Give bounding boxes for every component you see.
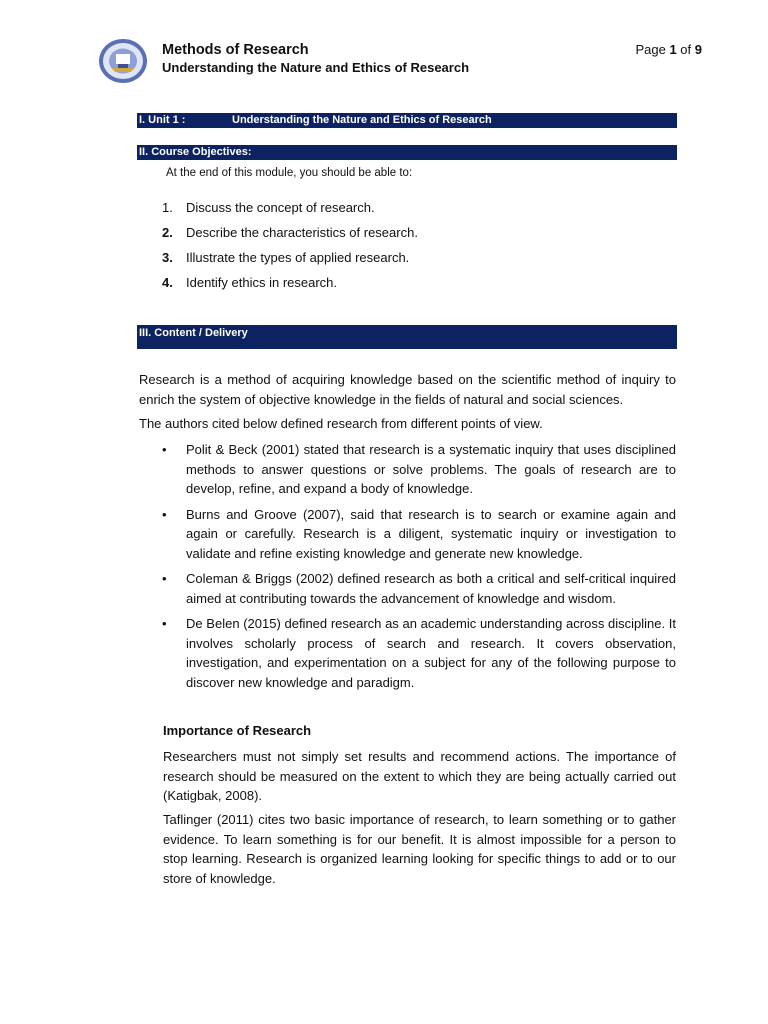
list-text: Discuss the concept of research.	[186, 200, 375, 215]
list-item	[162, 275, 418, 300]
bullet-icon: •	[162, 571, 167, 586]
list-item	[162, 505, 676, 564]
importance-paragraph: Taflinger (2011) cites two basic importance of research, to learn something or to gather evidence. To learn something is for our benefit. It is almost impossible for a person to stop learning. Research is organized learning looking for specific things to add or to our store of knowledge.	[163, 812, 676, 886]
list-text: De Belen (2015) defined research as an academic understanding across discipline. It involves scholarly process of search and research. It covers observation, investigation, and experimentation on a subject for any of the following purpose to discover new knowledge and paradigm.	[186, 616, 676, 690]
page-number	[635, 42, 702, 57]
list-text: Coleman & Briggs (2002) defined research as both a critical and self-critical inquired aimed at contributing towards the advancement of knowledge and wisdom.	[186, 571, 676, 606]
section-bar-content	[137, 325, 677, 349]
section-bar-unit	[137, 113, 677, 128]
page-total: 9	[694, 42, 702, 57]
list-number: 4.	[162, 275, 173, 290]
page-of: of	[680, 42, 692, 57]
page-label: Page	[635, 42, 666, 57]
importance-heading: Importance of Research	[163, 723, 312, 738]
content-paragraph: The authors cited below defined research from different points of view.	[139, 416, 543, 431]
objectives-list	[162, 200, 418, 300]
definitions-list	[162, 440, 676, 698]
list-number: 2.	[162, 225, 173, 240]
list-item	[162, 569, 676, 608]
list-text: Describe the characteristics of research.	[186, 225, 418, 240]
section-content-label: III. Content / Delivery	[139, 327, 248, 339]
bullet-icon: •	[162, 442, 167, 457]
section-unit-label: I. Unit 1 :	[139, 114, 186, 126]
section-unit-title: Understanding the Nature and Ethics of Research	[232, 114, 492, 126]
bullet-icon: •	[162, 506, 167, 522]
list-item	[162, 225, 418, 250]
document-subtitle: Understanding the Nature and Ethics of Research	[162, 60, 470, 75]
list-number: 1.	[162, 200, 173, 215]
list-item	[162, 440, 676, 499]
section-objectives-label: II. Course Objectives:	[139, 146, 252, 158]
school-seal-logo	[98, 38, 148, 84]
document-title: Methods of Research	[162, 42, 309, 58]
list-item	[162, 614, 676, 692]
importance-paragraph: Researchers must not simply set results and recommend actions. The importance of research should be measured on the extent to which they are being actually carried out (Katigbak, 2008).	[163, 749, 676, 803]
list-number: 3.	[162, 250, 173, 265]
list-item	[162, 200, 418, 225]
section-bar-objectives	[137, 145, 677, 160]
list-text: Identify ethics in research.	[186, 275, 338, 290]
page-current: 1	[669, 42, 677, 57]
list-text: Polit & Beck (2001) stated that research is a systematic inquiry that uses disciplined methods to answer questions or solve problems. The goals of research are to develop, refine, and expand a body of knowledge.	[186, 442, 676, 496]
content-paragraph: Research is a method of acquiring knowledge based on the scientific method of inquiry to enrich the system of objective knowledge in the fields of natural and social sciences.	[139, 372, 676, 407]
list-text: Burns and Groove (2007), said that research is to search or examine again and again or carefully. Research is a diligent, systematic inquiry or investigation to validate and refine existing knowledge and generate new knowledge.	[186, 506, 676, 561]
list-item	[162, 250, 418, 275]
list-text: Illustrate the types of applied research.	[186, 250, 410, 265]
bullet-icon: •	[162, 616, 167, 631]
objectives-intro: At the end of this module, you should be able to:	[166, 167, 413, 179]
